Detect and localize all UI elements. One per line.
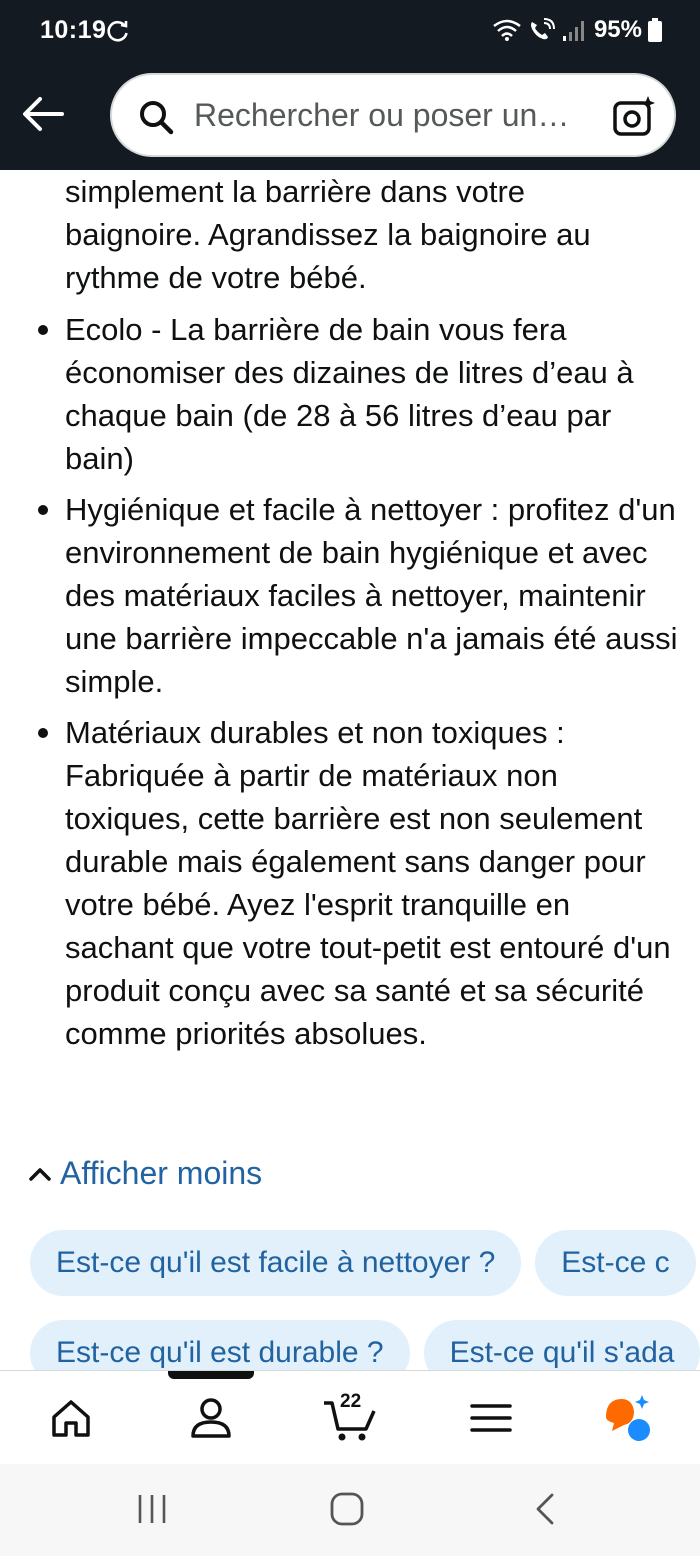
- signal-icon: [562, 18, 588, 42]
- search-bar[interactable]: [110, 73, 676, 157]
- feature-bullet: [0, 308, 700, 480]
- battery-icon: [648, 18, 662, 42]
- feature-bullet-text: Matériaux durables et non toxiques : Fabriquée à partir de matériaux non toxiques, cette barrière est non seulement durable mais également sans danger pour votre bébé. Ayez l'esprit tranquille en sachant que votre tout-petit est entouré d'un produit conçu avec sa santé et sa sécurité comme priorités absolues.: [65, 715, 671, 1051]
- bullet-dot: [38, 325, 48, 335]
- wifi-icon: [492, 18, 522, 42]
- camera-search-icon[interactable]: [612, 95, 656, 137]
- wifi-call-icon: [528, 18, 556, 42]
- question-chip[interactable]: Est-ce qu'il est facile à nettoyer ?: [30, 1230, 521, 1296]
- feature-bullet: [0, 488, 700, 703]
- question-chip[interactable]: Est-ce qu'il est durable ?: [30, 1320, 410, 1370]
- cart-count-badge: 22: [340, 1391, 362, 1412]
- suggested-questions-row: [30, 1230, 696, 1296]
- chevron-up-icon: [28, 1166, 52, 1182]
- feature-bullet-text: Hygiénique et facile à nettoyer : profitez d'un environnement de bain hygiénique et avec des matériaux faciles à nettoyer, maintenir une barrière impeccable n'a jamais été aussi simple.: [65, 492, 678, 699]
- back-arrow-icon[interactable]: [20, 91, 66, 137]
- show-less-label[interactable]: Afficher moins: [60, 1155, 263, 1191]
- bottom-navigation: [0, 1370, 700, 1464]
- feature-bullet: [0, 711, 700, 1055]
- suggested-questions-row: [30, 1320, 700, 1370]
- product-description: [0, 170, 700, 1370]
- home-icon[interactable]: [46, 1393, 96, 1443]
- recents-icon[interactable]: [133, 1492, 171, 1526]
- description-line: simplement la barrière dans votre: [65, 174, 526, 209]
- description-line: rythme de votre bébé.: [65, 260, 367, 295]
- search-icon: [136, 97, 176, 137]
- system-home-icon[interactable]: [330, 1492, 364, 1526]
- app-header: [0, 64, 700, 170]
- search-input[interactable]: Rechercher ou poser un…: [194, 97, 570, 133]
- account-icon[interactable]: [186, 1393, 236, 1443]
- status-indicators: [492, 16, 662, 44]
- active-tab-indicator: [168, 1371, 254, 1379]
- show-less-link[interactable]: [28, 1155, 262, 1192]
- description-partial-paragraph: [65, 170, 685, 299]
- question-chip[interactable]: Est-ce qu'il s'ada: [424, 1320, 700, 1370]
- sync-icon: [105, 18, 131, 44]
- feature-bullets: [0, 308, 700, 1063]
- status-bar: [0, 0, 700, 64]
- description-line: baignoire. Agrandissez la baignoire au: [65, 217, 591, 252]
- bullet-dot: [38, 505, 48, 515]
- question-chip[interactable]: Est-ce c: [535, 1230, 695, 1296]
- menu-icon[interactable]: [466, 1393, 516, 1443]
- status-time: 10:19: [40, 16, 107, 44]
- system-back-icon[interactable]: [534, 1492, 556, 1526]
- system-navigation-bar: [0, 1464, 700, 1556]
- bullet-dot: [38, 728, 48, 738]
- feature-bullet-text: Ecolo - La barrière de bain vous fera économiser des dizaines de litres d’eau à chaque bain (de 28 à 56 litres d’eau par bain): [65, 312, 634, 476]
- battery-percent: 95%: [593, 16, 642, 43]
- rufus-assistant-icon[interactable]: [602, 1393, 652, 1443]
